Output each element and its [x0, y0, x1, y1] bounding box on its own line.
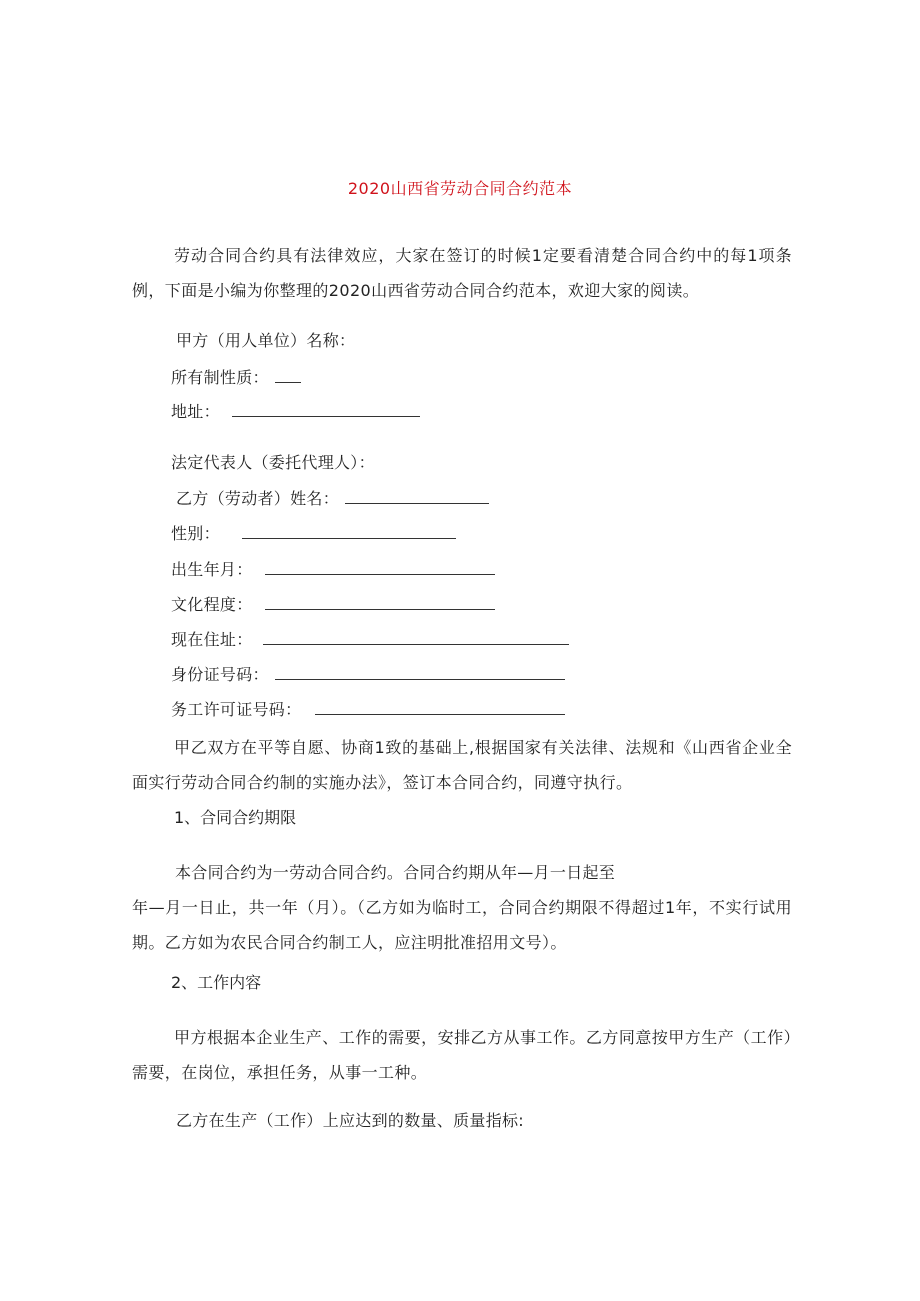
party-b-name-line [176, 487, 489, 510]
work-permit-label: 务工许可证号码： [171, 700, 302, 719]
section-1-para-line1: 本合同合约为一劳动合同合约。合同合约期从年—月一日起至 [175, 863, 616, 882]
party-a-name-label: 甲方（用人单位）名称： [176, 331, 356, 350]
residence-label: 现在住址： [171, 630, 253, 649]
party-b-name-label: 乙方（劳动者）姓名： [176, 489, 340, 508]
section-2-paragraph-1: 甲方根据本企业生产、工作的需要，安排乙方从事工作。乙方同意按甲方生产（工作）需要，在岗位，承担任务，从事一工种。 [132, 1028, 792, 1082]
address-line [171, 400, 420, 423]
residence-line [171, 628, 569, 651]
education-label: 文化程度： [171, 595, 253, 614]
work-permit-blank [315, 698, 565, 715]
section-1-para-rest: 年—月一日止，共一年（月）。（乙方如为临时工，合同合约期限不得超过1年，不实行试用期。乙方如为农民合同合约制工人，应注明批准招用文号）。 [132, 898, 792, 952]
gender-label: 性别： [171, 524, 220, 543]
birth-blank [265, 558, 495, 575]
ownership-label: 所有制性质： [171, 368, 269, 387]
party-a-name-line [176, 330, 355, 352]
education-blank [265, 593, 495, 610]
work-permit-line [171, 698, 565, 721]
id-number-blank [275, 663, 565, 680]
birth-label: 出生年月： [171, 560, 253, 579]
representative-label: 法定代表人（委托代理人）： [171, 453, 375, 472]
id-number-label: 身份证号码： [171, 665, 269, 684]
intro-paragraph: 劳动合同合约具有法律效应，大家在签订的时候1定要看清楚合同合约中的每1项条例，下面是小编为你整理的2020山西省劳动合同合约范本，欢迎大家的阅读。 [132, 246, 792, 300]
ownership-blank [275, 366, 301, 383]
section-2-heading: 2、工作内容 [171, 973, 262, 992]
section-2-paragraph-2: 乙方在生产（工作）上应达到的数量、质量指标: [176, 1111, 524, 1130]
document-title: 2020山西省劳动合同合约范本 [347, 179, 573, 198]
gender-blank [242, 522, 456, 539]
gender-line [171, 522, 456, 545]
address-blank [232, 400, 420, 417]
residence-blank [263, 628, 569, 645]
agreement-paragraph: 甲乙双方在平等自愿、协商1致的基础上,根据国家有关法律、法规和《山西省企业全面实行劳动合同合约制的实施办法》，签订本合同合约，同遵守执行。 [132, 738, 792, 792]
party-b-name-blank [345, 487, 489, 504]
education-line [171, 593, 495, 616]
representative-line [171, 452, 375, 474]
section-1-heading: 1、合同合约期限 [174, 808, 297, 827]
id-number-line [171, 663, 565, 686]
birth-line [171, 558, 495, 581]
ownership-line [171, 366, 301, 389]
address-label: 地址： [171, 402, 220, 421]
